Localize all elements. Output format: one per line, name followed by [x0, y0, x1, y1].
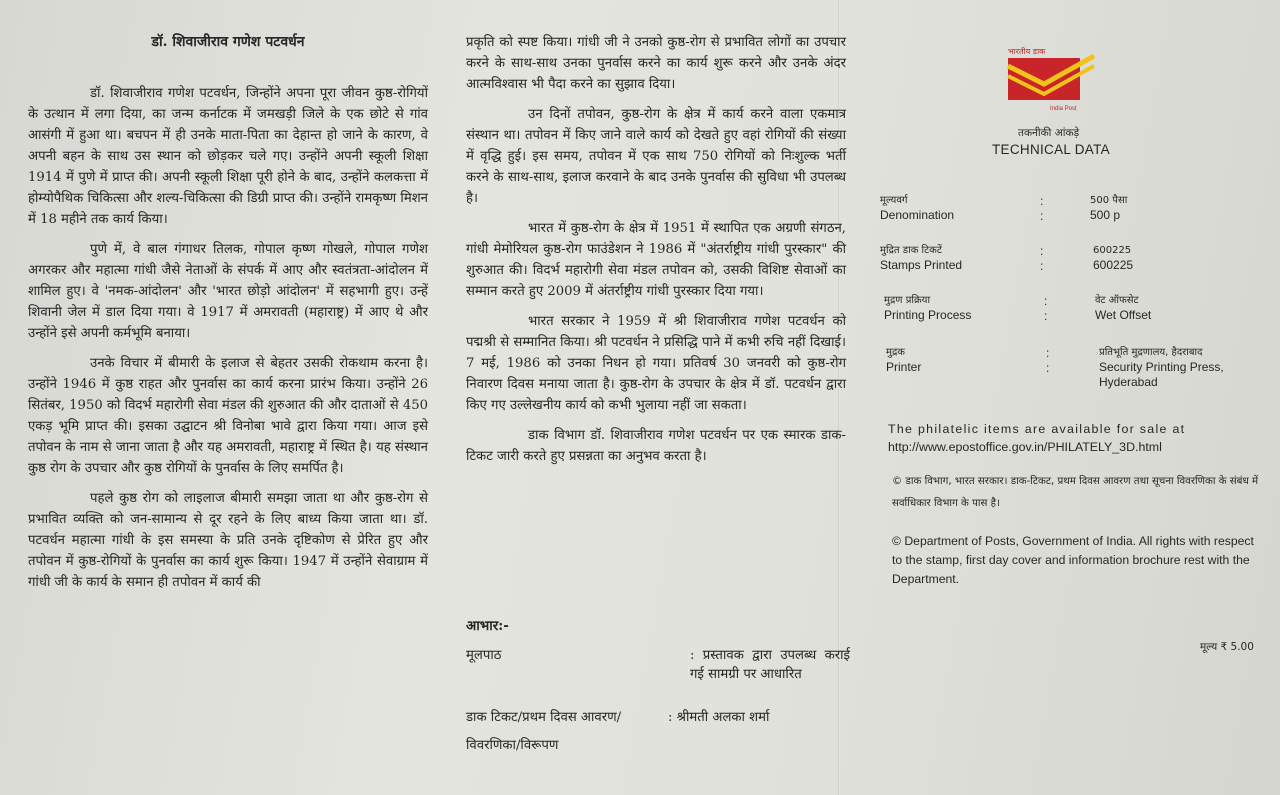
logo-bottom-text: India Post	[1050, 106, 1077, 112]
tech-value-printing-process	[1095, 294, 1151, 323]
article-column-left	[28, 30, 428, 602]
tech-value-en: 500 p	[1090, 208, 1121, 222]
tech-label-en: Printing Process	[884, 308, 972, 322]
article-paragraph: डाक विभाग डॉ. शिवाजीराव गणेश पटवर्धन पर एक स्मारक डाक-टिकट जारी करते हुए प्रसन्नता का अनुभव करता है।	[466, 428, 846, 464]
article-paragraph: प्रकृति को स्पष्ट किया। गांधी जी ने उनको कुष्ठ-रोग से प्रभावित लोगों का उपचार करने के साथ-साथ उनका पुनर्वास करने का कार्य शुरू करने और उनके अंदर आत्मविश्वास भी पैदा करने का सुझाव दिया।	[466, 35, 846, 92]
article-column-middle	[466, 32, 846, 476]
ack-stamp-label-2: विवरणिका/विरूपण	[466, 738, 559, 753]
colon: :	[1044, 309, 1048, 323]
ack-text-value: : प्रस्तावक द्वारा उपलब्ध कराई गई सामग्री पर आधारित	[690, 648, 850, 682]
tech-label-en: Stamps Printed	[880, 258, 963, 272]
colon: :	[1046, 346, 1050, 360]
sale-text: The philatelic items are available for sale at	[888, 422, 1186, 436]
copyright-hindi: © डाक विभाग, भारत सरकार। डाक-टिकट, प्रथम दिवस आवरण तथा सूचना विवरणिका के संबंध में सर्वाधिकार विभाग के पास है।	[892, 476, 1259, 509]
price-label: मूल्य ₹ 5.00	[1200, 641, 1254, 653]
tech-row-denomination	[880, 194, 1044, 223]
sale-notice	[888, 420, 1252, 456]
acknowledgement-heading: आभार:-	[466, 618, 509, 634]
article-paragraph: पहले कुष्ठ रोग को लाइलाज बीमारी समझा जाता था और कुष्ठ-रोग से प्रभावित व्यक्ति को जन-सामान्य से दूर रहने के लिए बाध्य किया जाता था। डॉ. पटवर्धन महात्मा गांधी के इस समस्या के प्रति उनके दृष्टिकोण से प्रेरित हुए और तपोवन में कुष्ठ-रोगियों के पुनर्वास का कार्य शुरू किया। 1947 में उन्होंने सेवाग्राम में गांधी जी के कार्य के समान ही तपोवन में कार्य की	[28, 491, 428, 590]
tech-value-hi: प्रतिभूति मुद्रणालय, हैदराबाद	[1099, 347, 1203, 358]
tech-value-printer	[1099, 346, 1249, 390]
colon: :	[1044, 294, 1048, 308]
ack-text-label: मूलपाठ	[466, 648, 502, 663]
article-paragraph: उन दिनों तपोवन, कुष्ठ-रोग के क्षेत्र में कार्य करने वाला एकमात्र संस्थान था। तपोवन में किए जाने वाले कार्य को देखते हुए वहां रोगियों की संख्या में वृद्धि हुई। इस समय, तपोवन में एक साथ 750 रोगियों को निःशुल्क भर्ती करने के साथ-साथ, इलाज करवाने के बाद उनके पुनर्वास की सुविधा भी उपलब्ध है।	[466, 107, 846, 206]
article-paragraph: भारत में कुष्ठ-रोग के क्षेत्र में 1951 में स्थापित एक अग्रणी संगठन, गांधी मेमोरियल कुष्ठ-रोग फाउंडेशन ने 1986 में "अंतर्राष्ट्रीय गांधी पुरस्कार" की शुरुआत की। विदर्भ महारोगी सेवा मंडल तपोवन को, उसकी विशिष्ट सेवाओं का सम्मान करते हुए 2009 में अंतर्राष्ट्रीय गांधी पुरस्कार दिया गया।	[466, 221, 846, 299]
article-title: डॉ. शिवाजीराव गणेश पटवर्धन	[151, 34, 305, 50]
article-paragraph: डॉ. शिवाजीराव गणेश पटवर्धन, जिन्होंने अपना पूरा जीवन कुष्ठ-रोगियों के उत्थान में लगा दिया, का जन्म कर्नाटक में जमखड़ी जिले के एक छोटे से गांव आसंगी में हुआ था। बचपन में ही उनके माता-पिता का देहान्त हो जाने के कारण, वे अपनी बहन के साथ उस स्थान को छोड़कर चले गए। उन्होंने अपनी स्कूली शिक्षा 1914 में पुणे में प्राप्त की। अपनी स्कूली शिक्षा पूरी होने के बाद, उन्होंने कलकत्ता में होम्योपैथिक चिकित्सा और शल्य-चिकित्सा की डिग्री प्राप्त की। उन्होंने रामकृष्ण मिशन में 18 महीने तक कार्य किया।	[28, 86, 428, 227]
tech-label-hi: मूल्यवर्ग	[880, 195, 908, 206]
article-paragraph: उनके विचार में बीमारी के इलाज से बेहतर उसकी रोकथाम करना है। उन्होंने 1946 में कुष्ठ राहत और पुनर्वास का कार्य करना प्रारंभ किया। उन्होंने 26 सितंबर, 1950 को विदर्भ महारोगी सेवा मंडल की शुरुआत की और दाताओं से 450 एकड़ भूमि प्राप्त की। इसका उद्घाटन श्री विनोबा भावे द्वारा किया गया। आज इसे तपोवन के नाम से जाना जाता है और यह अमरावती, महाराष्ट्र में स्थित है। यह संस्थान कुष्ठ रोग के उपचार और कुष्ठ रोगियों के पुनर्वास के लिए समर्पित है।	[28, 356, 428, 476]
logo-top-text: भारतीय डाक	[1008, 47, 1046, 56]
tech-row-stamps-printed	[880, 244, 1044, 273]
tech-label-en: Denomination	[880, 208, 955, 222]
article-paragraph: भारत सरकार ने 1959 में श्री शिवाजीराव गणेश पटवर्धन को पद्मश्री से सम्मानित किया। श्री पटवर्धन ने प्रसिद्धि पाने में कभी रुचि नहीं दिखाई। 7 मई, 1986 को उनका निधन हो गया। प्रतिवर्ष 30 जनवरी को कुष्ठ-रोग निवारण दिवस मनाया जाता है। कुष्ठ-रोग के उपचार के क्षेत्र में डॉ. पटवर्धन द्वारा किए गए उल्लेखनीय कार्य को कभी भुलाया नहीं जा सकता।	[466, 314, 846, 413]
tech-label-hi: मुद्रित डाक टिकटें	[880, 245, 942, 256]
tech-label-hi: मुद्रण प्रक्रिया	[884, 295, 931, 306]
tech-value-stamps-printed	[1093, 244, 1133, 273]
tech-label-en: Printer	[886, 360, 922, 374]
tech-value-denomination	[1090, 194, 1127, 223]
tech-row-printing-process	[884, 294, 1048, 323]
ack-stamp-value: : श्रीमती अलका शर्मा	[668, 710, 770, 725]
tech-value-en: Security Printing Press, Hyderabad	[1099, 360, 1224, 389]
sale-url: http://www.epostoffice.gov.in/PHILATELY_3D.html	[888, 440, 1162, 454]
tech-label-hi: मुद्रक	[886, 347, 905, 358]
india-post-logo	[994, 44, 1102, 114]
article-paragraph: पुणे में, वे बाल गंगाधर तिलक, गोपाल कृष्ण गोखले, गोपाल गणेश अगरकर और महात्मा गांधी जैसे नेताओं के संपर्क में आए और स्वतंत्रता-आंदोलन में शामिल हुए। वे 'नमक-आंदोलन' और 'भारत छोड़ो आंदोलन' में सहभागी हुए। उन्हें शिवानी जेल में डाल दिया गया। वे 1917 में अमरावती (महाराष्ट्र) में आए थे और उन्होंने इसे अपनी कर्मभूमि बनाया।	[28, 242, 428, 341]
tech-value-hi: 600225	[1093, 245, 1132, 256]
technical-heading-hindi: तकनीकी आंकड़े	[1018, 127, 1080, 139]
colon: :	[1040, 209, 1044, 223]
colon: :	[1040, 244, 1044, 258]
tech-row-printer	[886, 346, 1050, 375]
copyright-english: © Department of Posts, Government of India. All rights with respect to the stamp, first day cover and information brochure rest with the Department.	[892, 534, 1254, 586]
colon: :	[1040, 194, 1044, 208]
colon: :	[1040, 259, 1044, 273]
colon: :	[1046, 361, 1050, 375]
tech-value-en: 600225	[1093, 258, 1134, 272]
tech-value-en: Wet Offset	[1095, 308, 1152, 322]
tech-value-hi: वेट ऑफसेट	[1095, 295, 1139, 306]
technical-heading: TECHNICAL DATA	[992, 142, 1110, 157]
ack-stamp-label: डाक टिकट/प्रथम दिवस आवरण/	[466, 710, 622, 725]
tech-value-hi: 500 पैसा	[1090, 195, 1128, 206]
